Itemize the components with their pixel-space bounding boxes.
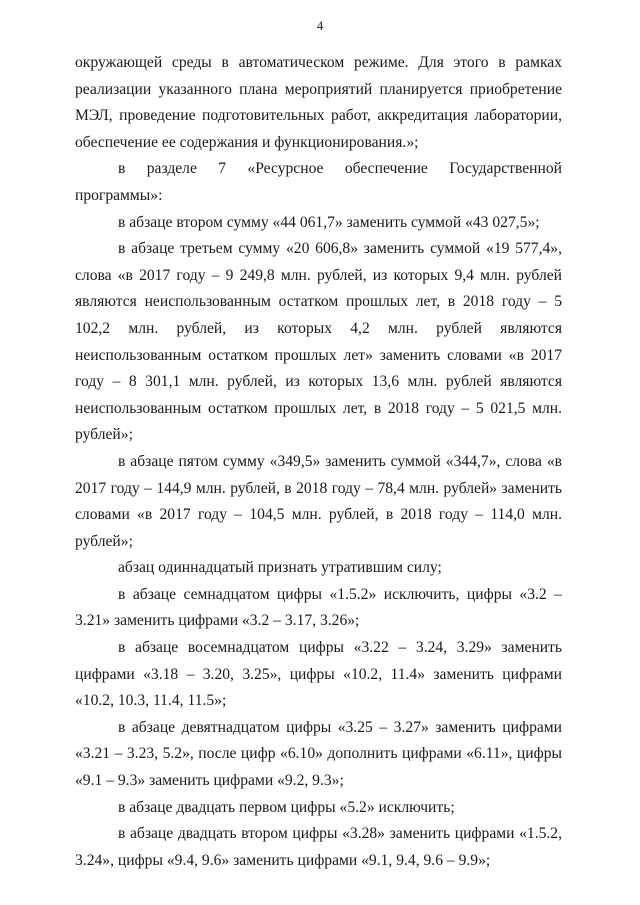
page-number: 4: [316, 18, 324, 33]
paragraph-third: в абзаце третьем сумму «20 606,8» заменить суммой «19 577,4», слова «в 2017 году – 9 249,8 млн. рублей, из которых 9,4 млн. рублей являются неиспользованным остатком прошлых лет, в 2018 году – 5 102,2 млн. рублей, из которых 4,2 млн. рублей являются неиспользованным остатком прошлых лет» заменить словами «в 2017 году – 8 301,1 млн. рублей, из которых 13,6 млн. рублей являются неиспользованным остатком прошлых лет, в 2018 году – 5 021,5 млн. рублей»;: [75, 240, 562, 444]
paragraph-continuation: окружающей среды в автоматическом режиме. Для этого в рамках реализации указанного плана мероприятий планируется приобретение МЭЛ, проведение подготовительных работ, аккредитация лаборатории, обеспечение ее содержания и функционирования.»;: [75, 54, 562, 151]
paragraph-fifth: в абзаце пятом сумму «349,5» заменить суммой «344,7», слова «в 2017 году – 144,9 млн. рублей, в 2018 году – 78,4 млн. рублей» заменить словами «в 2017 году – 104,5 млн. рублей, в 2018 году – 114,0 млн. рублей»;: [75, 452, 562, 550]
paragraph-eleventh: абзац одиннадцатый признать утратившим силу;: [118, 559, 442, 577]
paragraph-second: в абзаце втором сумму «44 061,7» заменить суммой «43 027,5»;: [118, 213, 540, 231]
paragraph-twenty-first: в абзаце двадцать первом цифры «5.2» исключить;: [118, 798, 455, 816]
paragraph-section-7: в разделе 7 «Ресурсное обеспечение Государственной программы»:: [75, 160, 562, 204]
paragraph-eighteenth: в абзаце восемнадцатом цифры «3.22 – 3.24, 3.29» заменить цифрами «3.18 – 3.20, 3.25», цифры «10.2, 11.4» заменить цифрами «10.2, 10.3, 11.4, 11.5»;: [75, 639, 562, 710]
document-body: [75, 50, 562, 874]
paragraph-seventeenth: в абзаце семнадцатом цифры «1.5.2» исключить, цифры «3.2 – 3.21» заменить цифрами «3.2 – 3.17, 3.26»;: [75, 585, 562, 630]
paragraph-twenty-second: в абзаце двадцать втором цифры «3.28» заменить цифрами «1.5.2, 3.24», цифры «9.4, 9.6» заменить цифрами «9.1, 9.4, 9.6 – 9.9»;: [75, 825, 562, 869]
paragraph-nineteenth: в абзаце девятнадцатом цифры «3.25 – 3.27» заменить цифрами «3.21 – 3.23, 5.2», после цифр «6.10» дополнить цифрами «6.11», цифры «9.1 – 9.3» заменить цифрами «9.2, 9.3»;: [75, 718, 562, 790]
